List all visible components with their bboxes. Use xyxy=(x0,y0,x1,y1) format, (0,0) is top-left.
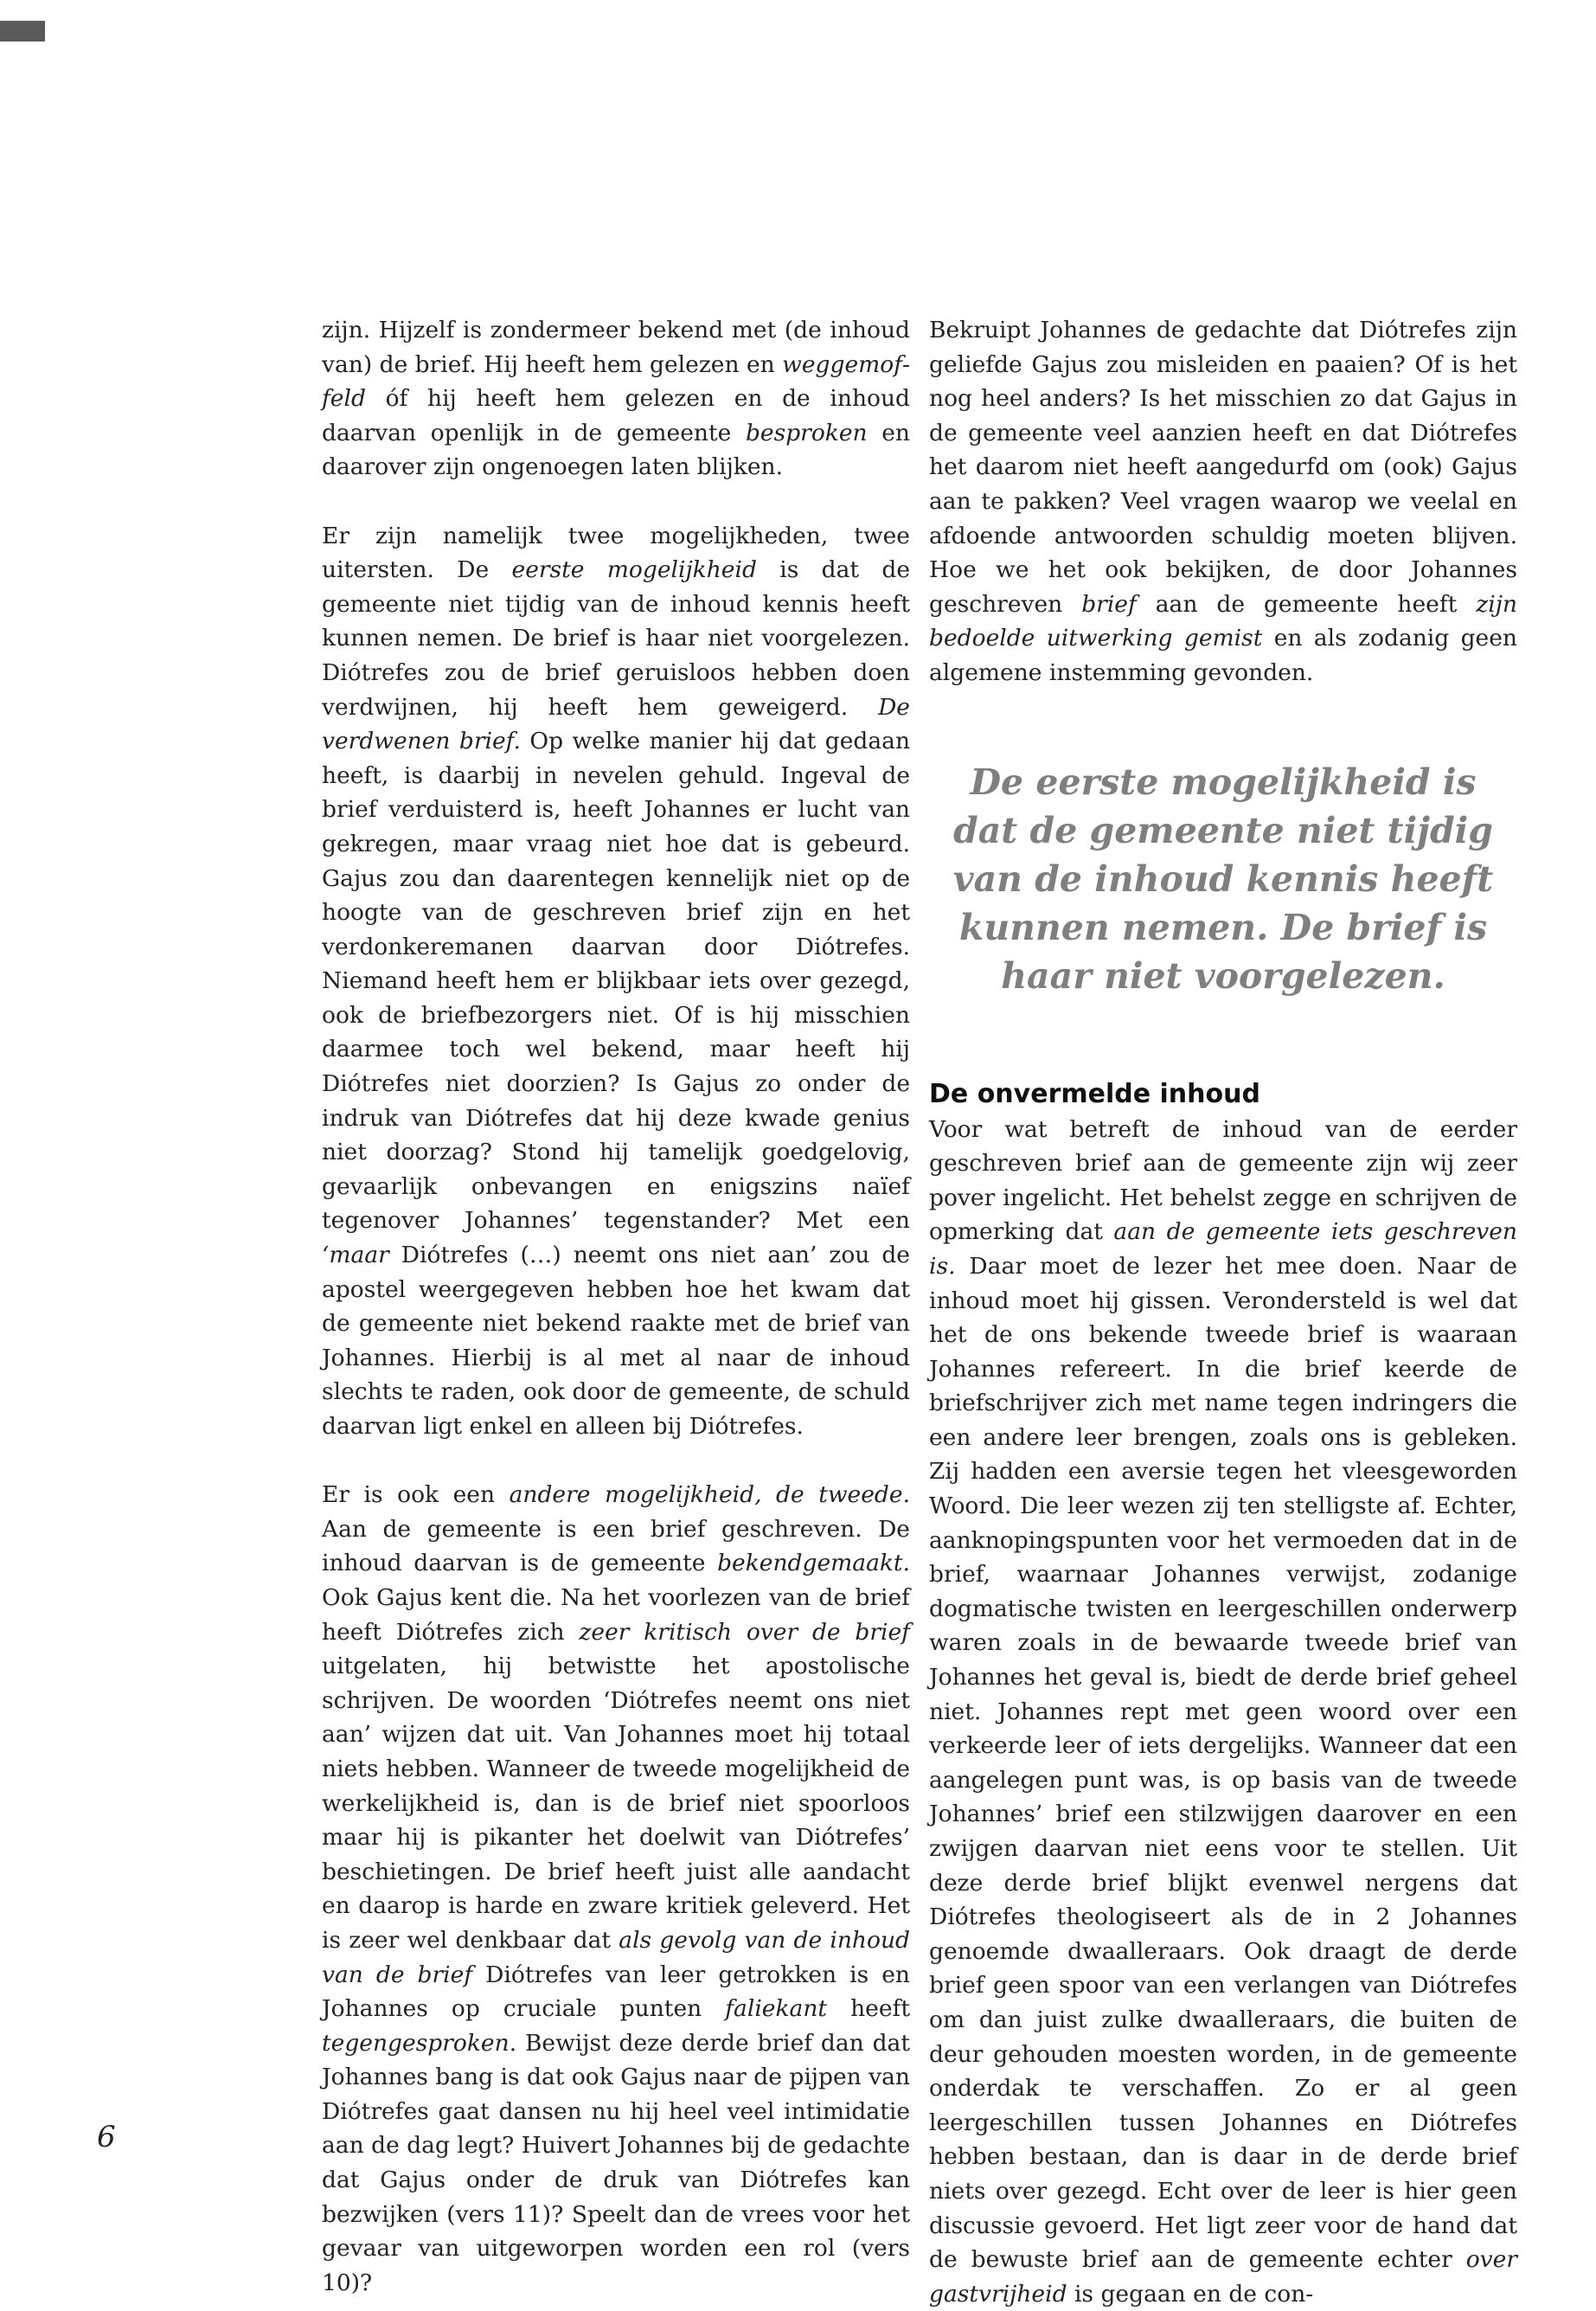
italic-run: andere mogelijkheid, de tweede. xyxy=(509,1481,910,1509)
corner-mark xyxy=(0,21,45,42)
right-paragraph-2: Voor wat betreft de inhoud van de eerder geschreven brief aan de gemeente zijn wij zeer pover ingelicht. Het behelst zegge en schrijven de opmerking dat aan de gemeente iets geschreven is. Daar moet de lezer het mee doen. Naar de inhoud moet hij gissen. Verondersteld is wel dat het de ons bekende tweede brief is waaraan Johannes refereert. In die brief keerde de briefschrijver zich met name tegen indringers die een andere leer brengen, zoals ons is gebleken. Zij hadden een aversie tegen het vleesgeworden Woord. Die leer wezen zij ten stelligste af. Echter, aanknopingspunten voor het vermoeden dat in de brief, waarnaar Johannes verwijst, zodanige dogmatische twisten en leergeschillen onderwerp waren zoals in de bewaarde tweede brief van Johannes het geval is, biedt de derde brief geheel niet. Johannes rept met geen woord over een verkeerde leer of iets dergelijks. Wanneer dat een aangelegen punt was, is op basis van de tweede Johannes’ brief een stilzwijgen daarover en een zwijgen daarvan niet eens voor te stellen. Uit deze derde brief blijkt evenwel nergens dat Diótrefes theologiseert als de in 2 Johannes genoemde dwaalleraars. Ook draagt de derde brief geen spoor van een verlangen van Diótrefes om dan juist zulke dwaalleraars, die buiten de deur gehouden moesten worden, in de gemeente onderdak te verschaffen. Zo er al geen leergeschillen tussen Johannes en Diótrefes hebben bestaan, dan is daar in de derde brief niets over gezegd. Echt over de leer is hier geen discussie gevoerd. Het ligt zeer voor de hand dat de bewuste brief aan de gemeente echter over gastvrijheid is gegaan en de con- xyxy=(929,1115,1517,2308)
left-column xyxy=(322,313,910,2300)
italic-run: brief xyxy=(1081,590,1137,618)
italic-run: besproken xyxy=(745,419,868,446)
left-paragraph-1: zijn. Hijzelf is zondermeer bekend met (de inhoud van) de brief. Hij heeft hem gelezen en weggemoffeld óf hij heeft hem gelezen en de inhoud daarvan openlijk in de gemeente besproken en daarover zijn ongenoegen laten blijken. xyxy=(322,317,910,481)
italic-run: bekendgemaakt. xyxy=(717,1550,910,1577)
italic-run: zijn bedoelde uitwerking gemist xyxy=(929,590,1518,652)
italic-run: zeer kritisch over de brief xyxy=(579,1618,910,1646)
right-column xyxy=(929,313,1517,2311)
italic-run: De verdwenen brief. xyxy=(322,693,910,755)
right-paragraph-1: Bekruipt Johannes de gedachte dat Diótrefes zijn geliefde Gajus zou misleiden en paaien? Of is het nog heel anders? Is het misschien zo dat Gajus in de gemeente veel aanzien heeft en dat Diótrefes het daarom niet heeft aangedurfd om (ook) Gajus aan te pakken? Veel vragen waarop we veelal en afdoende antwoorden schuldig moeten blijven. Hoe we het ook bekijken, de door Johannes geschreven brief aan de gemeente heeft zijn bedoelde uitwerking gemist en als zodanig geen algemene instemming gevonden. xyxy=(929,317,1518,686)
page-number: 6 xyxy=(97,2120,116,2154)
italic-run: faliekant xyxy=(725,1995,828,2023)
italic-run: aan de gemeente iets geschreven is. xyxy=(929,1218,1517,1280)
italic-run: over gastvrijheid xyxy=(929,2246,1517,2308)
italic-run: eerste mogelijkheid xyxy=(511,556,757,584)
italic-run: als gevolg van de inhoud van de brief xyxy=(322,1926,910,1988)
left-paragraph-2: Er zijn namelijk twee mogelijkheden, twee uitersten. De eerste mogelijkheid is dat de gemeente niet tijdig van de inhoud kennis heeft kunnen nemen. De brief is haar niet voorgelezen. Diótrefes zou de brief geruisloos hebben doen verdwijnen, hij heeft hem geweigerd. De verdwenen brief. Op welke manier hij dat gedaan heeft, is daarbij in nevelen gehuld. Ingeval de brief verduisterd is, heeft Johannes er lucht van gekregen, maar vraag niet hoe dat is gebeurd. Gajus zou dan daarentegen kennelijk niet op de hoogte van de geschreven brief zijn en het verdonkeremanen daarvan door Diótrefes. Niemand heeft hem er blijkbaar iets over gezegd, ook de briefbezorgers niet. Of is hij misschien daarmee toch wel bekend, maar heeft hij Diótrefes niet doorzien? Is Gajus zo onder de indruk van Diótrefes dat hij deze kwade genius niet doorzag? Stond hij tamelijk goedgelovig, gevaarlijk onbevangen en enigszins naïef tegenover Johannes’ tegenstander? Met een ‘maar Diótrefes (…) neemt ons niet aan’ zou de apostel weergegeven hebben hoe het kwam dat de gemeente niet bekend raakte met de brief van Johannes. Hierbij is al met al naar de inhoud slechts te raden, ook door de gemeente, de schuld daarvan ligt enkel en alleen bij Diótrefes. xyxy=(322,522,911,1440)
italic-run: ‘maar xyxy=(322,1242,389,1269)
left-paragraph-3: Er is ook een andere mogelijkheid, de tweede. Aan de gemeente is een brief geschreven. De inhoud daarvan is de gemeente bekendgemaakt. Ook Gajus kent die. Na het voorlezen van de brief heeft Diótrefes zich zeer kritisch over de brief uitgelaten, hij betwistte het apostolische schrijven. De woorden ‘Diótrefes neemt ons niet aan’ wijzen dat uit. Van Johannes moet hij totaal niets hebben. Wanneer de tweede mogelijkheid de werkelijkheid is, dan is de brief niet spoorloos maar hij is pikanter het doelwit van Diótrefes’ beschietingen. De brief heeft juist alle aandacht en daarop is harde en zware kritiek geleverd. Het is zeer wel denkbaar dat als gevolg van de inhoud van de brief Diótrefes van leer getrokken is en Johannes op cruciale punten faliekant heeft tegengesproken. Bewijst deze derde brief dan dat Johannes bang is dat ook Gajus naar de pijpen van Diótrefes gaat dansen nu hij heel veel intimidatie aan de dag legt? Huivert Johannes bij de gedachte dat Gajus onder de druk van Diótrefes kan bezwijken (vers 11)? Speelt dan de vrees voor het gevaar van uitgeworpen worden een rol (vers 10)? xyxy=(322,1481,910,2296)
pull-quote: De eerste mogelijkheid is dat de gemeente niet tijdig van de inhoud kennis heeft kunnen nemen. De brief is haar niet voorgelezen. xyxy=(952,761,1494,997)
italic-run: tegengesproken xyxy=(322,2029,510,2057)
italic-run: weggemoffeld xyxy=(322,350,910,413)
section-heading: De onvermelde inhoud xyxy=(929,1078,1260,1109)
